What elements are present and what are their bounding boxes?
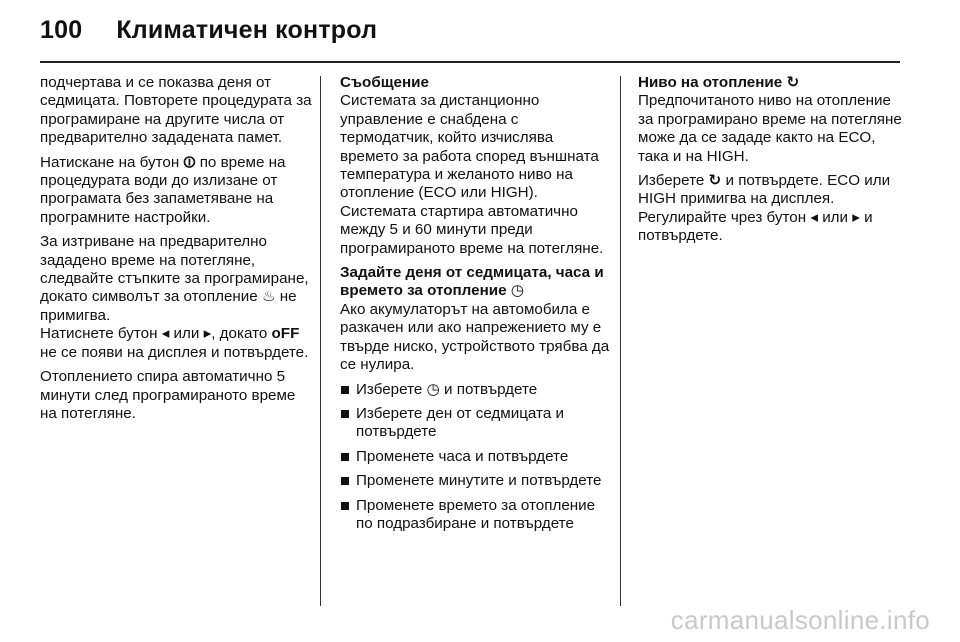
col2-paragraph-1: Системата за дистанционно управление е снабдена с термодатчик, който изчислява времето за работа според външната температура и желаното ниво на отопление (ECO или HIGH). Системата стартира автоматично между 5 и 60 минути преди програмираното време на потегляне. [340,92,604,257]
arrow-right-icon: ▸ [852,208,860,226]
bullet-icon [341,502,349,510]
text-run: Изберете [356,380,427,398]
text-run: Ниво на отопление [638,74,787,91]
text-run: За изтриване на предварително зададено време на потегляне, следвайте стъпките за програмиране, докато символът за отопление [40,233,309,306]
column-divider-1 [320,76,321,606]
col3-paragraph-2 [638,172,906,246]
list-item [340,405,612,442]
col2-paragraph-2: Ако акумулаторът на автомобила е разкачен или ако напрежението му е твърде ниско, устройството трябва да се нулира. [340,300,610,374]
text-run: Изберете ден от седмицата и потвърдете [356,404,564,441]
text-run: по време на процедурата води до излизане от програмата без запаметяване на програмните настройки. [40,153,286,226]
bullet-icon [341,410,349,418]
text-run: или [169,325,204,343]
arrow-right-icon: ▸ [203,325,212,343]
text-run: не се появи на дисплея и потвърдете. [40,343,309,361]
heating-level-icon: ↻ [786,74,800,91]
text-run: или [817,208,853,226]
page-header [40,14,377,46]
list-item [340,448,612,466]
column-divider-2 [620,76,621,606]
section-heading-set-day-time [340,264,612,301]
page-title: Климатичен контрол [116,15,378,44]
text-run: Изберете [638,172,709,190]
off-label: oFF [271,325,300,343]
section-heading-message: Съобщение [340,74,429,91]
col1-paragraph-4 [40,325,312,362]
col1-paragraph-5: Отоплението спира автоматично 5 минути след програмираното време на потегляне. [40,368,296,422]
arrow-left-icon: ◂ [810,208,818,226]
clock-icon: ◷ [426,380,440,398]
list-item [340,381,612,399]
steps-list [340,381,612,534]
clock-icon: ◷ [510,282,525,300]
bullet-icon [341,386,349,394]
page-number: 100 [40,15,83,44]
text-run: Задайте деня от седмицата, часа и времето за отопление [340,264,604,300]
col1-paragraph-3 [40,233,312,325]
column-1 [40,74,312,429]
col1-paragraph-2 [40,154,312,228]
section-heading-heating-level [638,74,906,92]
text-run: Променете минутите и потвърдете [356,472,602,490]
column-3 [638,74,906,252]
header-rule [40,61,900,63]
text-run: не примигва. [40,288,297,324]
text-run: и потвърдете. [638,208,873,245]
col3-paragraph-1: Предпочитаното ниво на отопление за програмирано време на потегляне може да се зададе както на ECO, така и на HIGH. [638,92,902,165]
text-run: , докато [211,325,272,343]
text-run: Променете часа и потвърдете [356,447,569,465]
col1-paragraph-1: подчертава и се показва деня от седмицата. Повторете процедурата за програмиране на другите числа от предварително зададената памет. [40,74,312,147]
heating-level-icon: ↻ [708,172,722,190]
watermark: carmanualsonline.info [670,605,930,635]
list-item [340,497,612,534]
text-run: Натискане на бутон [40,153,184,171]
arrow-left-icon: ◂ [161,325,170,343]
column-2 [340,74,612,539]
bullet-icon [341,453,349,461]
text-run: Променете времето за отопление по подразбиране и потвърдете [356,496,596,532]
heating-icon: ♨ [261,288,276,306]
text-run: Натиснете бутон [40,325,162,343]
text-run: и потвърдете. ECO или HIGH примигва на дисплея. Регулирайте чрез бутон [638,172,891,226]
bullet-icon [341,477,349,485]
text-run: и потвърдете [439,380,538,398]
list-item [340,472,612,490]
power-icon: ⏼ [183,153,196,171]
